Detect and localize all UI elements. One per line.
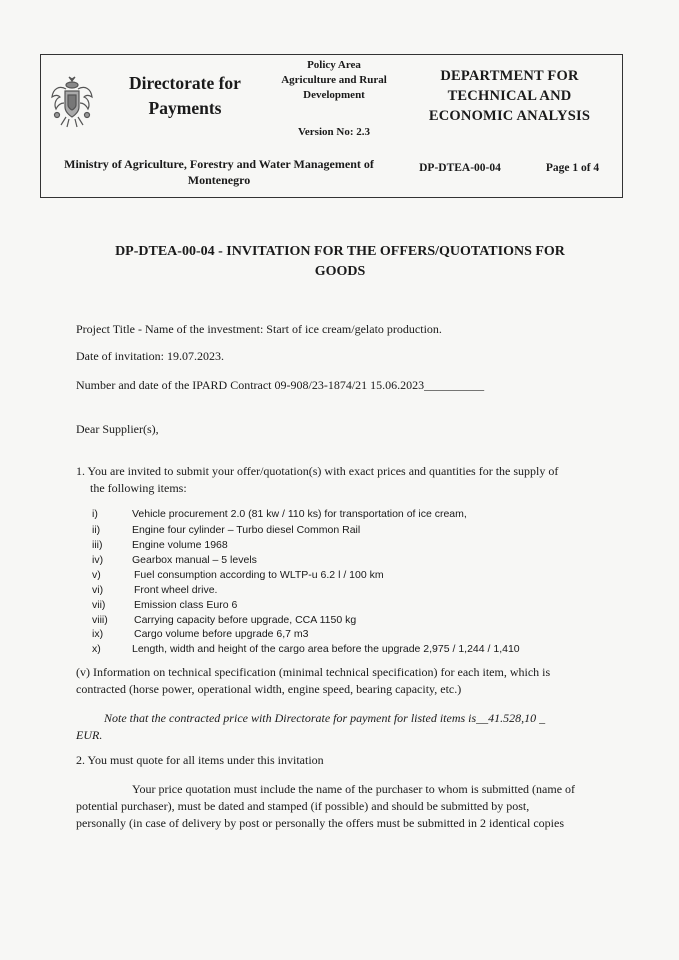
project-title: Project Title - Name of the investment: Start of ice cream/gelato production. <box>76 322 442 336</box>
page-number-cell: Page 1 of 4 <box>545 162 600 174</box>
header-table <box>40 54 623 198</box>
contract-number: Number and date of the IPARD Contract 09-908/23-1874/21 15.06.2023__________ <box>76 378 485 392</box>
directorate-title: Directorate for Payments <box>129 73 241 118</box>
point-1: 1. You are invited to submit your offer/quotation(s) with exact prices and quantities for the supply of the following items: <box>76 464 559 495</box>
salutation: Dear Supplier(s), <box>76 422 159 436</box>
price-quotation-paragraph: Your price quotation must include the name of the purchaser to whom is submitted (name of potential purchaser), must be dated and stamped (if possible) and should be submitted by post, personally (in case of delivery by post or personally the offers must be submitted in 2 identical copies <box>76 782 576 830</box>
document-title: DP-DTEA-00-04 - INVITATION FOR THE OFFERS/QUOTATIONS FOR GOODS <box>115 244 565 279</box>
technical-specification-note: (v) Information on technical specification (minimal technical specification) for each item, which is contracted (horse power, operational width, engine speed, bearing capacity, etc.) <box>76 665 551 696</box>
document-page: Directorate for Payments Policy Area Agriculture and Rural Development Version No: 2.3 DEPARTMENT FOR TECHNICAL AND ECONOMIC ANALYSIS Ministry of Agriculture, Forestry and Water Management of Montenegro DP-DTEA-00-04 Page 1 of 4 DP-DTEA-00-04 - INVITATION FOR THE OFFERS/QUOTATIONS FOR GOODS Project Title - Name of the investment: Start of ice cream/gelato production. Date of invitation: 19.07.2023. Number and date of the IPARD Contract 09-908/23-1874/21 15.06.2023__________ Dear Supplier(s), 1. You are invited to submit your offer/quotation(s) with exact prices and quantities for the supply of the following items: i) Vehicle procurement 2.0 (81 kw / 110 ks) for transportation of ice cream, ii) Engine four cylinder – Turbo diesel Common Rail iii) Engine volume 1968 iv) Gearbox manual – 5 levels v) Fuel consumption according to WLTP-u 6.2 l / 100 km vi) Front wheel drive. vii) Emission class Euro 6 viii) Carrying capacity before upgrade, CCA 1150 kg ix) Cargo volume before upgrade 6,7 m3 x) Length, width and height of the cargo area before the upgrade 2,975 / 1,244 / 1,410 (v) Information on technical specification (minimal technical specification) for each item, which is contracted (horse power, operational width, engine speed, bearing capacity, etc.) Note that the contracted price with Directorate for payment for listed items is__41.528,10 _ EUR. 2. You must quote for all items under this invitation Your price quotation must include the name of the purchaser to whom is submitted (name of potential purchaser), must be dated and stamped (if possible) and should be submitted by post, personally (in case of delivery by post or personally the offers must be submitted in 2 identical copies <box>0 0 679 960</box>
ministry-cell: Ministry of Agriculture, Forestry and Water Management of Montenegro <box>64 157 374 187</box>
document-code-cell: DP-DTEA-00-04 <box>419 162 501 174</box>
invitation-date: Date of invitation: 19.07.2023. <box>76 349 224 363</box>
department-cell: DEPARTMENT FOR TECHNICAL AND ECONOMIC ANALYSIS <box>428 68 591 124</box>
policy-area-cell: Policy Area Agriculture and Rural Development <box>281 59 387 101</box>
coat-of-arms-icon <box>49 75 95 129</box>
point-2: 2. You must quote for all items under this invitation <box>76 753 324 767</box>
directorate-cell <box>41 55 271 151</box>
version-cell: Version No: 2.3 <box>297 126 370 138</box>
contracted-price-note: Note that the contracted price with Directorate for payment for listed items is__41.528,10 _ EUR. <box>76 711 546 742</box>
